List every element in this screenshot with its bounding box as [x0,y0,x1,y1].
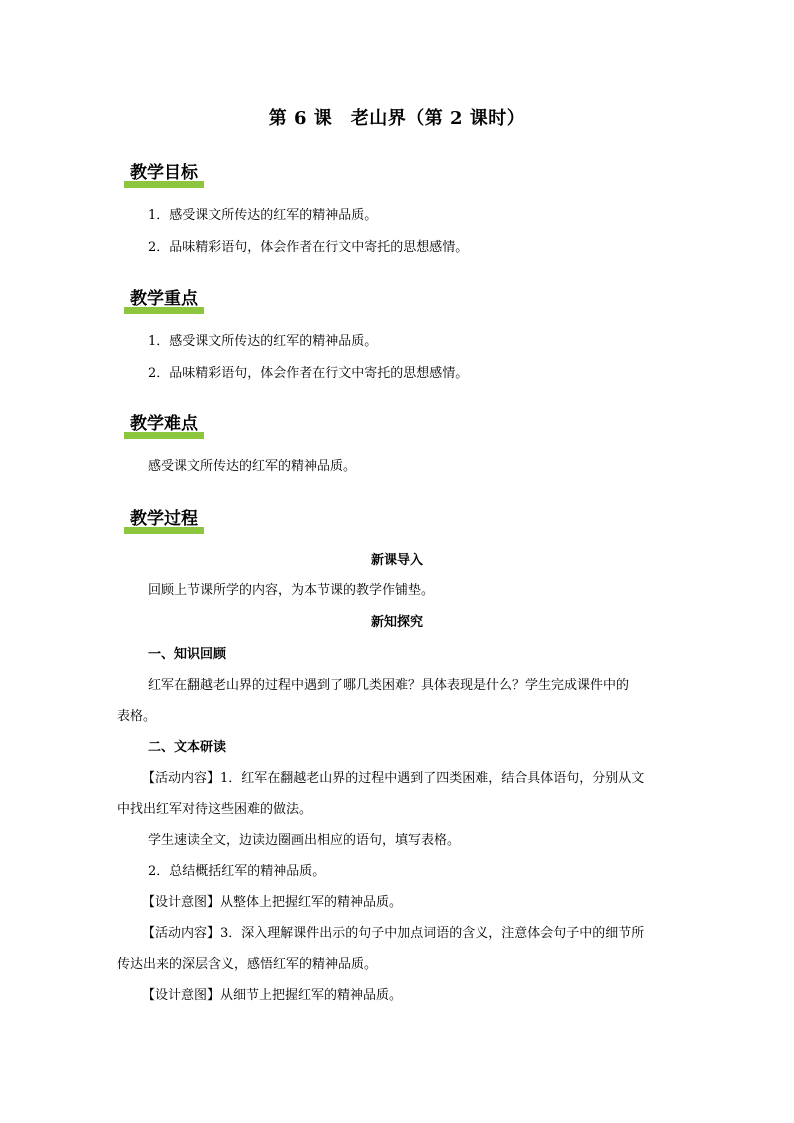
design-intent-1: 【设计意图】从整体上把握红军的精神品质。 [142,895,403,910]
section-heading-label: 教学难点 [130,414,198,434]
key-point-item-2: 2．品味精彩语句，体会作者在行文中寄托的思想感情。 [148,366,469,381]
part1-text-line2: 表格。 [117,709,157,724]
activity3-line2: 传达出来的深层含义，感悟红军的精神品质。 [117,957,378,972]
activity3-line1: 【活动内容】3．深入理解课件出示的句子中加点词语的含义，注意体会句子中的细节所 [142,926,645,941]
activity1-student: 学生速读全文，边读边圈画出相应的语句，填写表格。 [148,833,461,848]
section-heading-objectives [124,161,204,185]
section-heading-label: 教学目标 [130,163,198,183]
part2-title: 二、文本研读 [148,740,227,755]
section-heading-key-points [124,287,204,311]
design-intent-2: 【设计意图】从细节上把握红军的精神品质。 [142,988,403,1003]
part1-text-line1: 红军在翻越老山界的过程中遇到了哪几类困难？具体表现是什么？学生完成课件中的 [148,678,630,693]
activity2: 2．总结概括红军的精神品质。 [148,864,326,879]
section-heading-difficulties [124,412,204,436]
intro-subheading: 新课导入 [370,553,423,568]
intro-text: 回顾上节课所学的内容，为本节课的教学作铺垫。 [148,583,435,598]
section-heading-label: 教学重点 [130,289,198,309]
activity1-line2: 中找出红军对待这些困难的做法。 [117,802,313,817]
section-heading-process [124,507,204,531]
part1-title: 一、知识回顾 [148,647,227,662]
objective-item-2: 2．品味精彩语句，体会作者在行文中寄托的思想感情。 [148,240,469,255]
section-heading-label: 教学过程 [130,509,198,529]
key-point-item-1: 1．感受课文所传达的红军的精神品质。 [148,334,378,349]
objective-item-1: 1．感受课文所传达的红军的精神品质。 [148,208,378,223]
activity1-line1: 【活动内容】1．红军在翻越老山界的过程中遇到了四类困难，结合具体语句，分别从文 [142,771,645,786]
explore-subheading: 新知探究 [370,615,423,630]
document-title: 第 6 课 老山界（第 2 课时） [268,108,526,129]
difficulty-text: 感受课文所传达的红军的精神品质。 [148,459,357,474]
